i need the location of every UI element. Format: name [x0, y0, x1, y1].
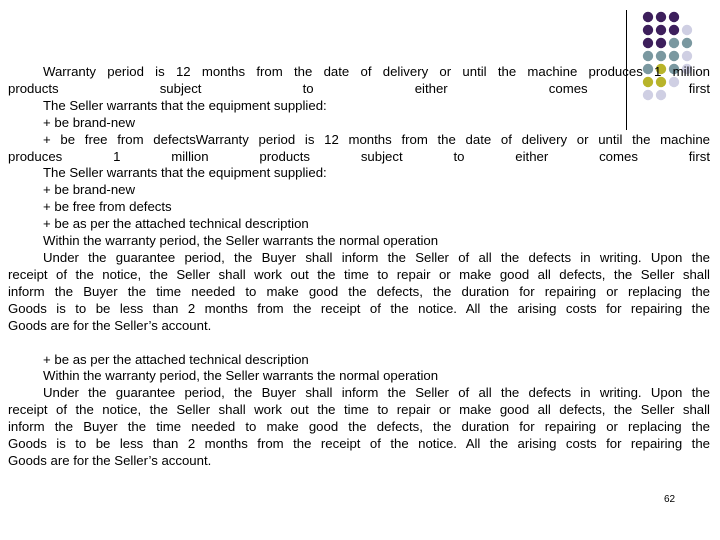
text-line: The Seller warrants that the equipment supplied:	[43, 97, 327, 113]
text-line: Goods is to be less than 2 months from the receipt of the notice. All the arising costs for repairing the	[8, 436, 710, 452]
paragraph-gap	[8, 335, 710, 352]
text-line: + be as per the attached technical description	[43, 351, 309, 367]
decorative-dot	[669, 51, 679, 61]
text-line: Goods are for the Seller’s account.	[8, 452, 212, 468]
text-line: inform the Buyer the time needed to make good the defects, the duration for repairing or replacing the	[8, 419, 710, 435]
text-line: Goods are for the Seller’s account.	[8, 317, 212, 333]
decorative-dot	[669, 38, 679, 48]
text-line: receipt of the notice, the Seller shall work out the time to repair or make good all defects, the Seller shall	[8, 402, 710, 418]
text-line: products subject to either comes first	[8, 80, 710, 96]
text-line: + be brand-new	[43, 182, 136, 198]
text-line: + be brand-new	[43, 114, 136, 130]
decorative-dot	[656, 38, 666, 48]
decorative-dot	[643, 38, 653, 48]
text-line: Within the warranty period, the Seller warrants the normal operation	[43, 368, 439, 384]
decorative-dot	[682, 38, 692, 48]
text-line: The Seller warrants that the equipment supplied:	[43, 165, 327, 181]
decorative-dot	[643, 25, 653, 35]
text-line: Goods is to be less than 2 months from the receipt of the notice. All the arising costs for repairing the	[8, 300, 710, 316]
text-line: Under the guarantee period, the Buyer shall inform the Seller of all the defects in writing. Upon the	[43, 385, 710, 401]
decorative-dot	[669, 12, 679, 22]
text-line: inform the Buyer the time needed to make good the defects, the duration for repairing or replacing the	[8, 283, 710, 299]
text-line: receipt of the notice, the Seller shall work out the time to repair or make good all defects, the Seller shall	[8, 266, 710, 282]
decorative-dot	[656, 51, 666, 61]
text-line: produces 1 million products subject to either comes first	[8, 148, 710, 164]
text-line: Within the warranty period, the Seller warrants the normal operation	[43, 233, 439, 249]
decorative-dot	[643, 51, 653, 61]
text-line: + be as per the attached technical description	[43, 216, 309, 232]
decorative-dot	[682, 51, 692, 61]
text-line: Warranty period is 12 months from the date of delivery or until the machine produces 1 million	[43, 64, 710, 79]
text-line: + be free from defectsWarranty period is 12 months from the date of delivery or until the machine	[43, 131, 710, 147]
decorative-dot	[643, 12, 653, 22]
decorative-dot	[669, 25, 679, 35]
page-number: 62	[664, 494, 676, 505]
text-line: + be free from defects	[43, 199, 172, 215]
decorative-dot	[682, 25, 692, 35]
text-line: Under the guarantee period, the Buyer shall inform the Seller of all the defects in writing. Upon the	[43, 249, 710, 265]
slide-body-text	[8, 64, 710, 470]
decorative-dot	[656, 12, 666, 22]
decorative-dot	[656, 25, 666, 35]
